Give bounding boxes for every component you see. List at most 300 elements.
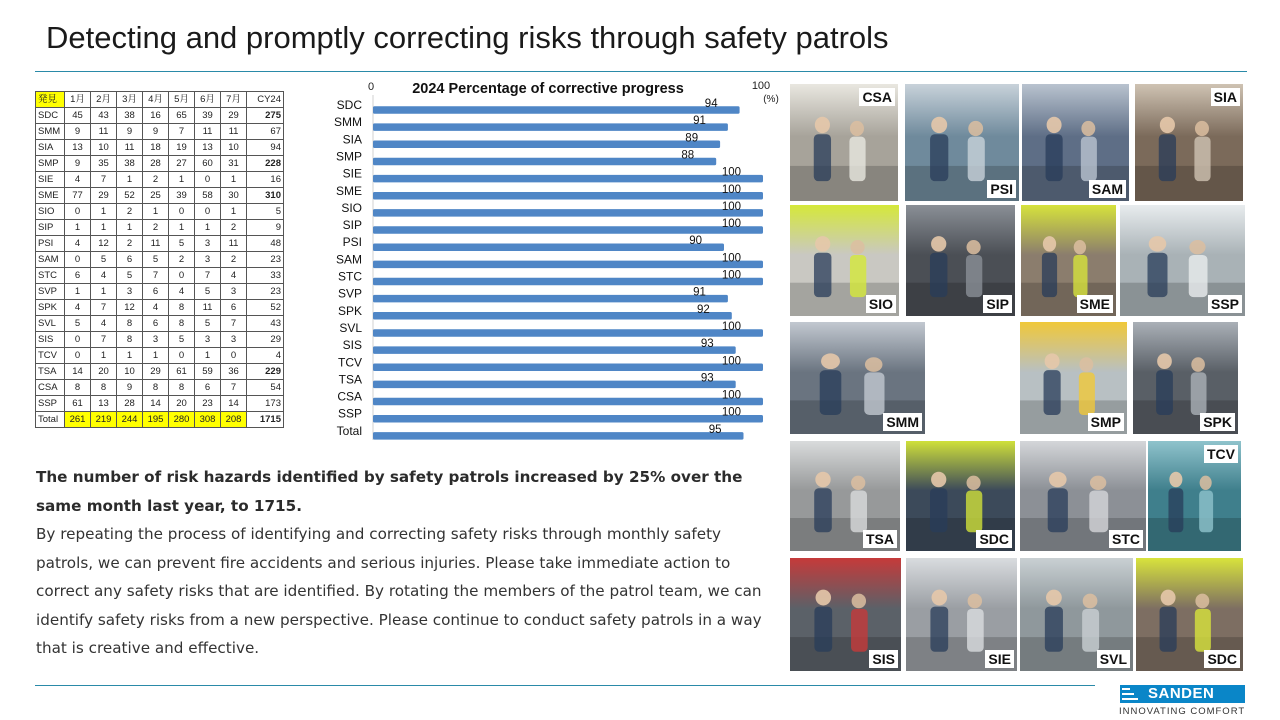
site-cell: SDC [36,108,65,124]
data-label: 100 [721,320,741,333]
photo-site-label: STC [1109,530,1143,548]
bar [373,346,736,354]
cy24-cell: 173 [247,396,284,412]
table-header-cell: 5月 [169,92,195,108]
month-cell: 4 [65,172,91,188]
month-cell: 0 [195,204,221,220]
month-cell: 29 [91,188,117,204]
month-cell: 14 [221,396,247,412]
category-label: SMM [334,115,362,130]
table-row [36,156,284,172]
category-label: SIA [342,132,362,147]
cy24-cell: 94 [247,140,284,156]
photo-site-label: SIE [985,650,1014,668]
logo-tagline: INNOVATING COMFORT [1119,706,1246,717]
month-cell: 6 [195,380,221,396]
month-cell: 8 [143,380,169,396]
bar [373,432,744,440]
month-cell: 0 [65,348,91,364]
bar [373,278,763,286]
month-cell: 1 [195,220,221,236]
cy24-cell: 9 [247,220,284,236]
month-cell: 3 [221,284,247,300]
photo-site-label: PSI [987,180,1016,198]
patrol-photo [790,558,901,671]
photo-site-label: SVL [1097,650,1130,668]
x-unit-label: (%) [763,94,779,105]
total-cy24-cell: 1715 [247,412,284,428]
month-cell: 2 [143,172,169,188]
site-cell: SSP [36,396,65,412]
bar [373,158,716,166]
photo-site-label: TSA [863,530,897,548]
sanden-mark-icon [1122,688,1142,700]
data-label: 100 [721,389,741,402]
month-cell: 1 [143,348,169,364]
table-row [36,332,284,348]
sanden-logo [1118,685,1248,720]
page-title: Detecting and promptly correcting risks through safety patrols [46,20,889,55]
month-cell: 14 [65,364,91,380]
month-cell: 4 [65,236,91,252]
photo-site-label: SMP [1088,413,1124,431]
bar [373,364,763,372]
month-cell: 14 [143,396,169,412]
month-cell: 7 [91,332,117,348]
findings-table [35,91,284,428]
photo-site-label: SDC [1204,650,1240,668]
table-row [36,124,284,140]
month-cell: 11 [195,300,221,316]
footer-divider [35,685,1095,686]
table-header-cell: 2月 [91,92,117,108]
category-label: SAM [335,252,362,267]
month-cell: 9 [117,124,143,140]
category-label: SIO [341,200,362,215]
patrol-photo [790,441,900,551]
month-cell: 7 [221,380,247,396]
site-cell: SVP [36,284,65,300]
month-cell: 3 [195,236,221,252]
total-month-cell: 195 [143,412,169,428]
month-cell: 6 [117,252,143,268]
month-cell: 20 [169,396,195,412]
cy24-cell: 228 [247,156,284,172]
month-cell: 28 [143,156,169,172]
month-cell: 20 [91,364,117,380]
month-cell: 4 [65,300,91,316]
table-row [36,348,284,364]
site-cell: TSA [36,364,65,380]
month-cell: 7 [169,124,195,140]
month-cell: 28 [117,396,143,412]
month-cell: 11 [143,236,169,252]
logo-name: SANDEN [1148,685,1215,702]
month-cell: 59 [195,364,221,380]
category-label: SVL [339,320,362,335]
month-cell: 1 [169,172,195,188]
month-cell: 52 [117,188,143,204]
photo-site-label: SMM [883,413,922,431]
month-cell: 0 [65,204,91,220]
total-month-cell: 244 [117,412,143,428]
month-cell: 61 [169,364,195,380]
patrol-photo [1148,441,1241,551]
month-cell: 11 [117,140,143,156]
bar [373,415,763,423]
patrol-photo [1022,84,1129,201]
month-cell: 11 [221,236,247,252]
month-cell: 6 [143,284,169,300]
data-label: 91 [693,115,706,128]
month-cell: 2 [117,204,143,220]
data-label: 100 [721,355,741,368]
month-cell: 10 [117,364,143,380]
cy24-cell: 48 [247,236,284,252]
total-month-cell: 208 [221,412,247,428]
month-cell: 38 [117,108,143,124]
cy24-cell: 43 [247,316,284,332]
site-cell: SVL [36,316,65,332]
table-header-cell: 1月 [65,92,91,108]
month-cell: 6 [221,300,247,316]
corrective-progress-chart [325,74,785,449]
site-cell: CSA [36,380,65,396]
table-header-cell: 発見 [36,92,65,108]
site-cell: TCV [36,348,65,364]
month-cell: 36 [221,364,247,380]
chart-title: 2024 Percentage of corrective progress [412,81,684,97]
month-cell: 65 [169,108,195,124]
patrol-photo [1020,322,1127,434]
data-label: 100 [721,218,741,231]
bar [373,209,763,217]
bar [373,141,720,149]
month-cell: 10 [91,140,117,156]
month-cell: 0 [195,172,221,188]
month-cell: 5 [91,252,117,268]
month-cell: 5 [117,268,143,284]
month-cell: 1 [143,204,169,220]
month-cell: 9 [65,124,91,140]
month-cell: 13 [195,140,221,156]
cy24-cell: 52 [247,300,284,316]
data-label: 94 [704,98,718,110]
category-label: PSI [342,235,362,250]
patrol-photo [906,441,1015,551]
photo-site-label: TCV [1204,445,1238,463]
month-cell: 1 [91,220,117,236]
cy24-cell: 16 [247,172,284,188]
month-cell: 8 [169,316,195,332]
cy24-cell: 67 [247,124,284,140]
month-cell: 12 [117,300,143,316]
bar [373,123,728,130]
data-label: 91 [693,286,706,299]
site-cell: STC [36,268,65,284]
month-cell: 13 [65,140,91,156]
data-label: 100 [721,406,741,419]
month-cell: 10 [221,140,247,156]
table-header-cell: 3月 [117,92,143,108]
data-label: 100 [721,200,741,213]
month-cell: 3 [117,284,143,300]
patrol-photo [1020,558,1133,671]
total-month-cell: 219 [91,412,117,428]
data-label: 92 [697,303,710,316]
table-total-row [36,412,284,428]
photo-site-label: SIP [983,295,1012,313]
category-label: Total [336,423,362,438]
patrol-photo [905,84,1019,201]
month-cell: 7 [91,300,117,316]
data-label: 88 [681,149,695,162]
month-cell: 43 [91,108,117,124]
month-cell: 2 [221,252,247,268]
month-cell: 23 [195,396,221,412]
bar [373,295,728,303]
table-header-row [36,92,284,108]
table-row [36,140,284,156]
photo-site-label: SIO [866,295,896,313]
month-cell: 38 [117,156,143,172]
x-tick-label: 0 [367,81,375,93]
summary-lead: The number of risk hazards identified by safety patrols increased by 25% over the same month last year, to 1715. [36,468,743,515]
category-label: SIE [342,166,362,181]
month-cell: 1 [117,220,143,236]
patrol-photo [790,205,899,316]
site-cell: SIA [36,140,65,156]
cy24-cell: 23 [247,252,284,268]
data-label: 100 [721,166,741,179]
table-row [36,252,284,268]
month-cell: 1 [65,220,91,236]
month-cell: 58 [195,188,221,204]
month-cell: 25 [143,188,169,204]
photo-site-label: SME [1077,295,1113,313]
patrol-photo [1020,441,1146,551]
photo-site-label: SSP [1208,295,1242,313]
data-label: 89 [685,132,699,145]
cy24-cell: 229 [247,364,284,380]
month-cell: 8 [169,380,195,396]
site-cell: SIO [36,204,65,220]
month-cell: 2 [221,220,247,236]
site-cell: SIP [36,220,65,236]
category-label: SMP [335,149,362,164]
total-month-cell: 280 [169,412,195,428]
patrol-photo [1021,205,1116,316]
bar [373,106,740,114]
month-cell: 5 [195,316,221,332]
month-cell: 7 [143,268,169,284]
month-cell: 16 [143,108,169,124]
category-label: SVP [337,286,362,301]
total-label-cell: Total [36,412,65,428]
month-cell: 6 [143,316,169,332]
patrol-photo [906,205,1015,316]
bar [373,175,763,183]
patrol-photo [1120,205,1245,316]
data-label: 100 [721,252,741,265]
bar [373,398,763,406]
month-cell: 3 [195,252,221,268]
month-cell: 29 [221,108,247,124]
month-cell: 5 [169,332,195,348]
month-cell: 8 [169,300,195,316]
month-cell: 1 [221,204,247,220]
data-label: 93 [700,372,714,385]
month-cell: 1 [195,348,221,364]
table-row [36,172,284,188]
month-cell: 3 [221,332,247,348]
month-cell: 60 [195,156,221,172]
month-cell: 2 [143,220,169,236]
site-cell: SMM [36,124,65,140]
table-row [36,284,284,300]
site-cell: SPK [36,300,65,316]
month-cell: 4 [169,284,195,300]
category-label: TSA [338,372,362,387]
table-row [36,268,284,284]
month-cell: 1 [65,284,91,300]
month-cell: 1 [91,204,117,220]
site-cell: SAM [36,252,65,268]
site-cell: SME [36,188,65,204]
table-row [36,108,284,124]
category-label: SDC [336,98,362,112]
table-row [36,220,284,236]
category-label: SIS [342,338,362,353]
data-label: 95 [708,423,722,436]
data-label: 93 [700,338,714,351]
month-cell: 2 [169,252,195,268]
bar [373,312,732,320]
total-month-cell: 308 [195,412,221,428]
month-cell: 31 [221,156,247,172]
data-label: 100 [721,183,741,196]
month-cell: 5 [65,316,91,332]
patrol-photo [906,558,1017,671]
table-row [36,300,284,316]
summary-body: By repeating the process of identifying and correcting safety risks through monthly safety patrols, we can prevent fire accidents and serious injuries. Please take immediate action to correct any safety risks that are identified. By rotating the members of the patrol team, we can identify safety risks from a new perspective. Please continue to conduct safety patrols in a way that is creative and effective. [36,525,762,657]
month-cell: 8 [117,332,143,348]
table-row [36,188,284,204]
month-cell: 0 [221,348,247,364]
month-cell: 18 [143,140,169,156]
category-label: SME [335,183,362,198]
table-header-cell: 6月 [195,92,221,108]
category-label: SPK [337,303,362,318]
data-label: 90 [689,235,702,248]
bar [373,329,763,337]
month-cell: 0 [169,348,195,364]
month-cell: 1 [91,348,117,364]
month-cell: 7 [221,316,247,332]
site-cell: SMP [36,156,65,172]
month-cell: 12 [91,236,117,252]
table-header-cell: CY24 [247,92,284,108]
month-cell: 1 [117,172,143,188]
photo-site-label: SAM [1089,180,1126,198]
month-cell: 2 [117,236,143,252]
month-cell: 11 [221,124,247,140]
month-cell: 29 [143,364,169,380]
month-cell: 4 [221,268,247,284]
month-cell: 0 [169,204,195,220]
month-cell: 19 [169,140,195,156]
patrol-photo [790,84,898,201]
month-cell: 27 [169,156,195,172]
table-header-cell: 4月 [143,92,169,108]
photo-site-label: SDC [976,530,1012,548]
month-cell: 35 [91,156,117,172]
month-cell: 7 [91,172,117,188]
cy24-cell: 275 [247,108,284,124]
month-cell: 9 [65,156,91,172]
x-tick-label: 100 [751,80,771,92]
month-cell: 8 [117,316,143,332]
patrol-photo [1135,84,1243,201]
category-label: TCV [338,355,362,370]
month-cell: 9 [117,380,143,396]
month-cell: 77 [65,188,91,204]
category-label: SIP [342,218,362,233]
photo-site-label: SIS [869,650,898,668]
month-cell: 9 [143,124,169,140]
month-cell: 1 [91,284,117,300]
bar [373,381,736,389]
patrol-photo [1136,558,1243,671]
cy24-cell: 33 [247,268,284,284]
table-header-cell: 7月 [221,92,247,108]
month-cell: 5 [143,252,169,268]
month-cell: 13 [91,396,117,412]
site-cell: SIS [36,332,65,348]
title-divider [35,71,1247,72]
month-cell: 4 [143,300,169,316]
table-row [36,204,284,220]
category-label: STC [338,269,362,284]
photo-site-label: SIA [1211,88,1240,106]
data-label: 100 [721,269,741,282]
patrol-photo [1133,322,1238,434]
site-cell: PSI [36,236,65,252]
month-cell: 7 [195,268,221,284]
site-cell: SIE [36,172,65,188]
month-cell: 8 [65,380,91,396]
category-label: SSP [337,406,362,421]
photo-site-label: CSA [859,88,895,106]
month-cell: 5 [169,236,195,252]
month-cell: 5 [195,284,221,300]
month-cell: 45 [65,108,91,124]
month-cell: 4 [91,268,117,284]
month-cell: 6 [65,268,91,284]
table-row [36,364,284,380]
month-cell: 39 [169,188,195,204]
cy24-cell: 4 [247,348,284,364]
patrol-photo [790,322,925,434]
month-cell: 39 [195,108,221,124]
month-cell: 3 [195,332,221,348]
summary-text [36,463,766,663]
bar [373,243,724,251]
cy24-cell: 23 [247,284,284,300]
month-cell: 0 [65,332,91,348]
month-cell: 11 [91,124,117,140]
table-row [36,380,284,396]
